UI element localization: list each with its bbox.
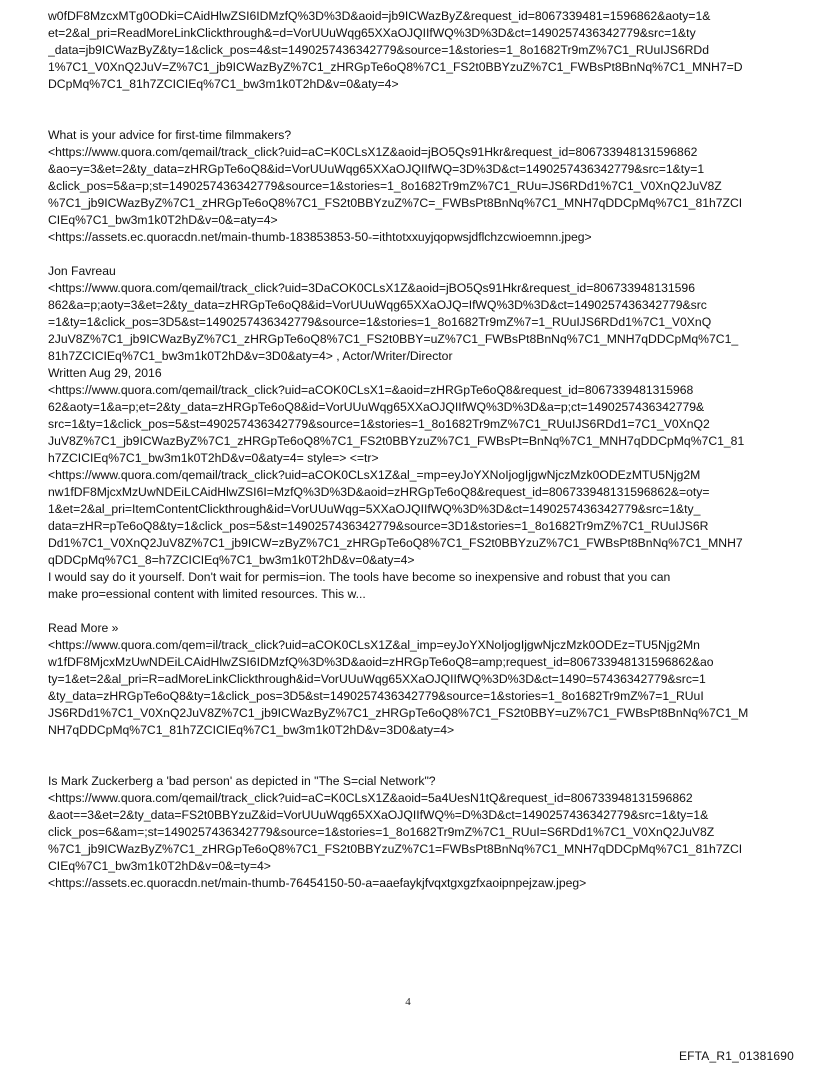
tracking-link: 2JuV8Z%7C1_jb9ICWazByZ%7C1_zHRGpTe6oQ8%7C1_FS2t0BBY=uZ%7C1_FWBsPt8BnNq%7C1_MNH7qDDCpMq%7C1_ xyxy=(48,332,739,346)
tracking-link: JuV8Z%7C1_jb9ICWazByZ%7C1_zHRGpTe6oQ8%7C1_FS2t0BBYzuZ%7C1_FWBsPt=BnNq%7C1_MNH7qDDCpMq%7C1_81 xyxy=(48,434,745,448)
tracking-link: &ty_data=zHRGpTe6oQ8&ty=1&click_pos=3D5&st=1490257436342779&source=1&stories=1_8o1682Tr9mZ%7=1_RUuI xyxy=(48,689,704,703)
text-line: _data=jb9ICWazByZ&ty=1&click_pos=4&st=1490257436342779&source=1&stories=1_8o1682Tr9mZ%7C1_RUuIJS6RDd xyxy=(48,43,710,57)
spacer xyxy=(48,739,770,773)
tracking-link: qDDCpMq%7C1_8=h7ZCICIEq%7C1_bw3m1k0T2hD&v=0&aty=4> xyxy=(48,553,415,567)
author-name: Jon Favreau xyxy=(48,264,116,278)
block-question-zuckerberg xyxy=(48,773,770,892)
spacer xyxy=(48,93,770,127)
tracking-link: ty=1&et=2&al_pri=R=adMoreLinkClickthrough&id=VorUUuWqg65XXaOJQIIfWQ%3D%3D&ct=1490=57436342779&src=1 xyxy=(48,672,706,686)
tracking-link: nw1fDF8MjcxMzUwNDEiLCAidHlwZSI6I=MzfQ%3D%3D&aoid=zHRGpTe6oQ8&request_id=806733948131596862&=oty= xyxy=(48,485,710,499)
answer-excerpt: make pro=essional content with limited resources. This w... xyxy=(48,587,366,601)
written-date: Written Aug 29, 2016 xyxy=(48,366,162,380)
tracking-link: NH7qDDCpMq%7C1_81h7ZCICIEq%7C1_bw3m1k0T2hD&v=3D0&aty=4> xyxy=(48,723,455,737)
tracking-link: 862&a=p;aoty=3&et=2&ty_data=zHRGpTe6oQ8&id=VorUUuWqg65XXaOJQ=IfWQ%3D%3D&ct=1490257436342779&src xyxy=(48,298,707,312)
tracking-link: &click_pos=5&a=p;st=1490257436342779&source=1&stories=1_8o1682Tr9mZ%7C1_RUu=JS6RDd1%7C1_V0XnQ2JuV8Z xyxy=(48,179,722,193)
tracking-link: &ao=y=3&et=2&ty_data=zHRGpTe6oQ8&id=VorUUuWqg65XXaOJQIIfWQ=3D%3D&ct=1490257436342779&src=1&ty=1 xyxy=(48,162,705,176)
text-line: w0fDF8MzcxMTg0ODki=CAidHlwZSI6IDMzfQ%3D%3D&aoid=jb9ICWazByZ&request_id=8067339481=1596862&aoty=1& xyxy=(48,9,711,23)
tracking-link: <https://www.quora.com/qemail/track_click?uid=aC=K0CLsX1Z&aoid=jBO5Qs91Hkr&request_id=806733948131596862 xyxy=(48,145,698,159)
question-title: Is Mark Zuckerberg a 'bad person' as depicted in "The S=cial Network"? xyxy=(48,774,436,788)
text-line: 1%7C1_V0XnQ2JuV=Z%7C1_jb9ICWazByZ%7C1_zHRGpTe6oQ8%7C1_FS2t0BBYzuZ%7C1_FWBsPt8BnNq%7C1_MNH7=D xyxy=(48,60,743,74)
document-page xyxy=(48,8,770,892)
tracking-link: Dd1%7C1_V0XnQ2JuV8Z%7C1_jb9ICW=zByZ%7C1_zHRGpTe6oQ8%7C1_FS2t0BBYzuZ%7C1_FWBsPt8BnNq%7C1_MNH7 xyxy=(48,536,743,550)
tracking-link: <https://www.quora.com/qemail/track_click?uid=aCOK0CLsX1=&aoid=zHRGpTe6oQ8&request_id=8067339481315968 xyxy=(48,383,694,397)
tracking-link: src=1&ty=1&click_pos=5&st=490257436342779&source=1&stories=1_8o1682Tr9mZ%7C1_RUuIJS6RDd1=7C1_V0XnQ2 xyxy=(48,417,710,431)
tracking-link: click_pos=6&am=;st=1490257436342779&source=1&stories=1_8o1682Tr9mZ%7C1_RUuI=S6RDd1%7C1_V0XnQ2JuV8Z xyxy=(48,825,715,839)
tracking-link: CIEq%7C1_bw3m1k0T2hD&v=0&=aty=4> xyxy=(48,213,278,227)
block-read-more xyxy=(48,620,770,739)
block-question-filmmakers xyxy=(48,127,770,246)
tracking-link: %7C1_jb9ICWazByZ%7C1_zHRGpTe6oQ8%7C1_FS2t0BBYzuZ%7C=_FWBsPt8BnNq%7C1_MNH7qDDCpMq%7C1_81h7ZCI xyxy=(48,196,743,210)
thumbnail-link: <https://assets.ec.quoracdn.net/main-thumb-76454150-50-a=aaefaykjfvqxtgxgzfxaoipnpejzaw.jpeg> xyxy=(48,876,587,890)
tracking-link: <https://www.quora.com/qemail/track_click?uid=3DaCOK0CLsX1Z&aoid=jBO5Qs91Hkr&request_id=806733948131596 xyxy=(48,281,695,295)
thumbnail-link: <https://assets.ec.quoracdn.net/main-thumb-183853853-50-=ithtotxxuyjqopwsjdflchzcwioemnn.jpeg> xyxy=(48,230,592,244)
tracking-link: w1fDF8MjcxMzUwNDEiLCAidHlwZSI6IDMzfQ%3D%3D&aoid=zHRGpTe6oQ8=amp;request_id=806733948131596862&ao xyxy=(48,655,714,669)
tracking-link: CIEq%7C1_bw3m1k0T2hD&v=0&=ty=4> xyxy=(48,859,271,873)
block-continuation xyxy=(48,8,770,93)
spacer xyxy=(48,603,770,620)
answer-excerpt: I would say do it yourself. Don't wait for permis=ion. The tools have become so inexpensive and robust that you can xyxy=(48,570,671,584)
tracking-link: &aot==3&et=2&ty_data=FS2t0BBYzuZ&id=VorUUuWqg65XXaOJQIIfWQ%=D%3D&ct=1490257436342779&src=1&ty=1& xyxy=(48,808,709,822)
block-answer-favreau xyxy=(48,263,770,603)
text-line: DCpMq%7C1_81h7ZCICIEq%7C1_bw3m1k0T2hD&v=0&aty=4> xyxy=(48,77,399,91)
tracking-link: JS6RDd1%7C1_V0XnQ2JuV8Z%7C1_jb9ICWazByZ%7C1_zHRGpTe6oQ8%7C1_FS2t0BBY=uZ%7C1_FWBsPt8BnNq%7C1_M xyxy=(48,706,749,720)
read-more-link[interactable]: Read More » xyxy=(48,621,119,635)
tracking-link: =1&ty=1&click_pos=3D5&st=1490257436342779&source=1&stories=1_8o1682Tr9mZ%7=1_RUuIJS6RDd1%7C1_V0XnQ xyxy=(48,315,712,329)
author-credential: 81h7ZCICIEq%7C1_bw3m1k0T2hD&v=3D0&aty=4> , Actor/Writer/Director xyxy=(48,349,453,363)
tracking-link: 1&et=2&al_pri=ItemContentClickthrough&id=VorUUuWqg=5XXaOJQIIfWQ%3D%3D&ct=1490257436342779&src=1&ty_ xyxy=(48,502,701,516)
tracking-link: data=zHR=pTe6oQ8&ty=1&click_pos=5&st=1490257436342779&source=3D1&stories=1_8o1682Tr9mZ%7C1_RUuIJS6R xyxy=(48,519,709,533)
text-line: et=2&al_pri=ReadMoreLinkClickthrough&=d=VorUUuWqg65XXaOJQIIfWQ%3D%3D&ct=1490257436342779&src=1&ty xyxy=(48,26,696,40)
tracking-link: <https://www.quora.com/qemail/track_click?uid=aCOK0CLsX1Z&al_=mp=eyJoYXNoIjogIjgwNjczMzk0ODEzMTU5Njg2M xyxy=(48,468,701,482)
tracking-link: <https://www.quora.com/qemail/track_click?uid=aC=K0CLsX1Z&aoid=5a4UesN1tQ&request_id=806733948131596862 xyxy=(48,791,693,805)
tracking-link: %7C1_jb9ICWazByZ%7C1_zHRGpTe6oQ8%7C1_FS2t0BBYzuZ%7C1=FWBsPt8BnNq%7C1_MNH7qDDCpMq%7C1_81h7ZCI xyxy=(48,842,743,856)
document-id-footer: EFTA_R1_01381690 xyxy=(678,1049,794,1063)
tracking-link: h7ZCICIEq%7C1_bw3m1k0T2hD&v=0&aty=4= style=> <=tr> xyxy=(48,451,379,465)
question-title: What is your advice for first-time filmmakers? xyxy=(48,128,292,142)
page-number: 4 xyxy=(405,996,411,1008)
tracking-link: <https://www.quora.com/qem=il/track_click?uid=aCOK0CLsX1Z&al_imp=eyJoYXNoIjogIjgwNjczMzk0ODEz=TU5Njg2Mn xyxy=(48,638,700,652)
spacer xyxy=(48,246,770,263)
tracking-link: 62&aoty=1&a=p;et=2&ty_data=zHRGpTe6oQ8&id=VorUUuWqg65XXaOJQIIfWQ%3D%3D&a=p;ct=1490257436342779& xyxy=(48,400,705,414)
